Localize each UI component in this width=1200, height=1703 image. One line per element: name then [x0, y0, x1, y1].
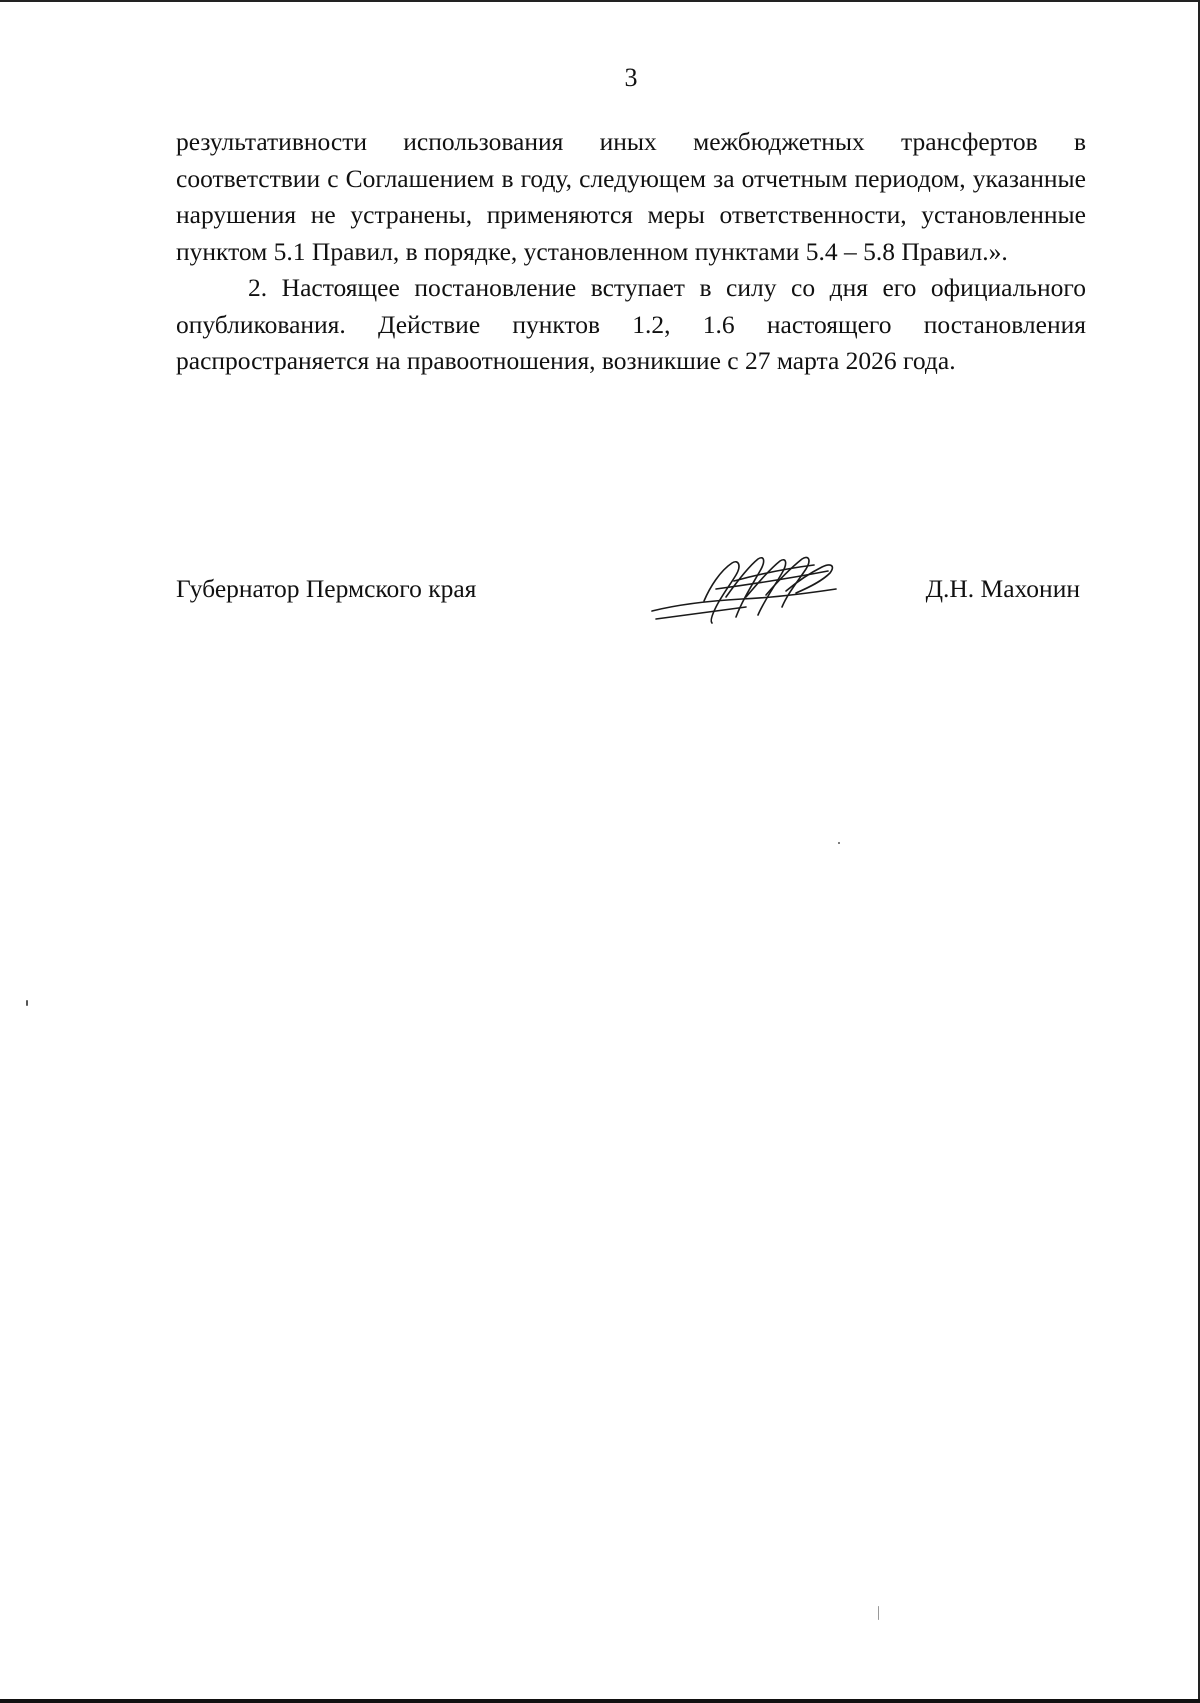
document-body	[176, 124, 1086, 380]
scan-speck	[878, 1606, 879, 1620]
scan-edge-top	[0, 0, 1200, 2]
signatory-title: Губернатор Пермского края	[176, 574, 477, 603]
scan-edge-bottom	[0, 1699, 1200, 1703]
paragraph-item-2: 2. Настоящее постановление вступает в силу со дня его официального опубликования. Действие пунктов 1.2, 1.6 настоящего постановления распространяется на правоотношения, возникшие с 27 марта 2026 года.	[176, 273, 1086, 375]
page-number: 3	[624, 63, 638, 92]
paragraph-continuation: результативности использования иных межбюджетных трансфертов в соответствии с Соглашением в году, следующем за отчетным периодом, указанные нарушения не устранены, применяются меры ответственности, установленные пунктом 5.1 Правил, в порядке, установленном пунктами 5.4 – 5.8 Правил.».	[176, 127, 1086, 266]
signature-block	[176, 571, 1086, 631]
signatory-name: Д.Н. Махонин	[925, 574, 1080, 603]
handwritten-signature	[646, 535, 846, 630]
scan-speck	[838, 842, 840, 844]
scan-speck	[26, 1000, 28, 1006]
